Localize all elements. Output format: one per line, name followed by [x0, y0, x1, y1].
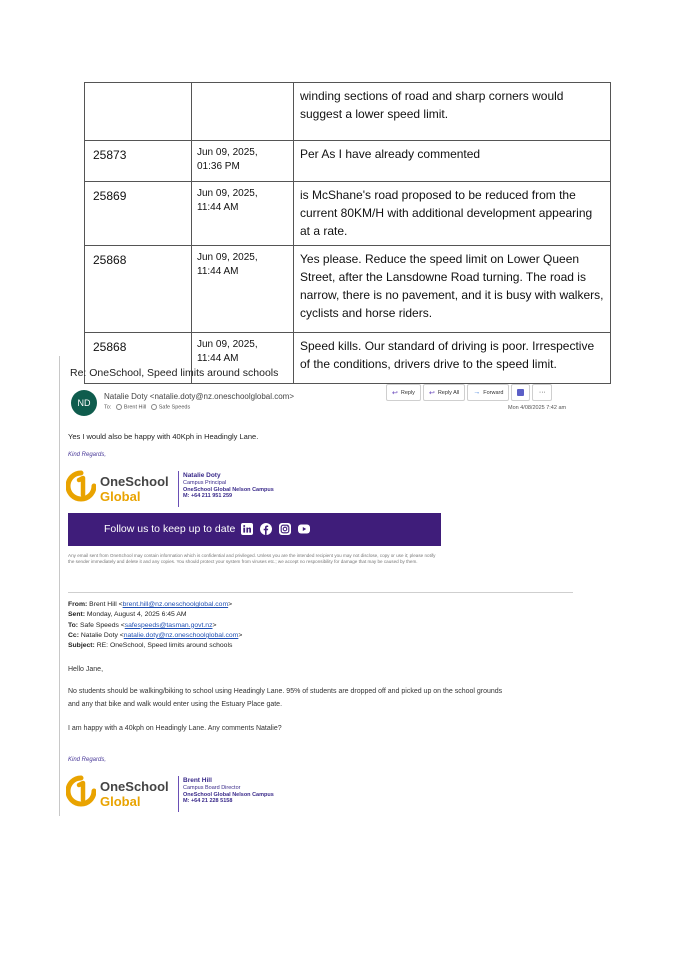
status-dot-icon: [151, 404, 157, 410]
comment-date: [192, 246, 294, 333]
comment-text: winding sections of road and sharp corners would suggest a lower speed limit.: [294, 83, 611, 141]
cc-label: Cc:: [68, 631, 79, 639]
signature-phone: M: +64 21 228 5158: [183, 798, 233, 805]
reply-label: Reply: [400, 389, 415, 396]
from-label: From:: [68, 601, 88, 608]
time-text: 11:44 AM: [197, 266, 239, 277]
comment-id: 25873: [85, 141, 192, 182]
divider: [59, 356, 60, 816]
reply-all-button[interactable]: [423, 384, 465, 401]
comment-id: 25869: [85, 182, 192, 246]
youtube-icon[interactable]: [298, 523, 310, 535]
signature-divider: [178, 471, 179, 507]
time-text: 11:44 AM: [197, 353, 239, 364]
table-row: [85, 182, 611, 246]
recipients: [104, 404, 190, 410]
email-actions: [386, 384, 552, 401]
oneschool-logo-icon: [66, 775, 96, 809]
signature-role: Campus Board Director: [183, 784, 241, 791]
body-line: No students should be walking/biking to school using Headingly Lane. 95% of students are dropped off and picked up on the school grounds: [68, 688, 503, 695]
banner-text: Follow us to keep up to date: [104, 523, 236, 535]
signature-campus: OneSchool Global Nelson Campus: [183, 486, 274, 493]
recipient-safe-speeds[interactable]: Safe Speeds: [158, 404, 191, 411]
time-text: 11:44 AM: [197, 202, 239, 213]
quoted-sent: [68, 610, 242, 620]
teams-icon: [517, 389, 524, 396]
avatar[interactable]: ND: [71, 390, 97, 416]
forward-button[interactable]: [467, 384, 509, 401]
status-dot-icon: [116, 404, 122, 410]
quoted-from: [68, 600, 242, 610]
logo-word-global: Global: [100, 794, 141, 809]
facebook-icon[interactable]: [260, 523, 272, 535]
oneschool-logo: [66, 470, 176, 506]
instagram-icon[interactable]: [279, 523, 291, 535]
body-line: and any that bike and walk would enter using the Estuary Place gate.: [68, 701, 283, 708]
signature-name: Brent Hill: [183, 777, 212, 784]
time-text: 01:36 PM: [197, 161, 240, 172]
date-text: Jun 09, 2025,: [197, 252, 258, 263]
subject-value: RE: OneSchool, Speed limits around schools: [96, 642, 233, 650]
reply-icon: ↩: [392, 389, 398, 397]
comment-date: [192, 182, 294, 246]
email-disclaimer: Any email sent from OneSchool may contain information which is confidential and privileged. Unless you are the intended recipient you may not disclose, copy or use it; please notify the sender immediately and delete it and any copies. You should protect your system from viruses etc.; we accept no responsibility for damage that may be caused by them.: [68, 553, 436, 565]
to-label: To:: [104, 404, 112, 411]
more-options-button[interactable]: ···: [532, 384, 552, 401]
comment-text: Yes please. Reduce the speed limit on Lower Queen Street, after the Lansdowne Road turning. The road is narrow, there is no pavement, and it is busy with walkers, cyclists and horse riders.: [294, 246, 611, 333]
comments-table: [84, 82, 611, 384]
cc-email-link[interactable]: natalie.doty@nz.oneschoolglobal.com: [123, 631, 239, 639]
date-text: Jun 09, 2025,: [197, 339, 258, 350]
reply-button[interactable]: [386, 384, 421, 401]
email-subject: Re: OneSchool, Speed limits around schools: [70, 367, 279, 379]
date-text: Jun 09, 2025,: [197, 188, 258, 199]
sender[interactable]: Natalie Doty <natalie.doty@nz.oneschoolglobal.com>: [104, 392, 295, 401]
forward-icon: →: [473, 389, 481, 396]
to-email-link[interactable]: safespeeds@tasman.govt.nz: [124, 621, 213, 629]
sent-label: Sent:: [68, 611, 85, 619]
quoted-subject: [68, 641, 242, 651]
body-line: I am happy with a 40kph on Headingly Lane. Any comments Natalie?: [68, 725, 282, 732]
greeting: Hello Jane,: [68, 666, 104, 673]
bracket: >: [238, 631, 243, 639]
sent-value: Monday, August 4, 2025 6:45 AM: [86, 611, 187, 619]
kind-regards: Kind Regards,: [68, 452, 107, 458]
linkedin-icon[interactable]: [241, 523, 253, 535]
quoted-to: [68, 621, 242, 631]
signature-role: Campus Principal: [183, 479, 227, 486]
reply-all-icon: ↩: [428, 389, 435, 397]
quoted-cc: [68, 631, 242, 641]
table-row: [85, 246, 611, 333]
forward-label: Forward: [483, 389, 504, 396]
bracket: >: [228, 601, 233, 608]
comment-date: [192, 83, 294, 141]
from-email-link[interactable]: brent.hill@nz.oneschoolglobal.com: [122, 601, 229, 608]
date-text: Jun 09, 2025,: [197, 147, 258, 158]
email-screenshot: [59, 356, 591, 816]
quote-divider: [68, 592, 573, 593]
reply-message: Yes I would also be happy with 40Kph in Headingly Lane.: [68, 432, 259, 441]
logo-word-oneschool: OneSchool: [100, 474, 169, 489]
comment-text: is McShane's road proposed to be reduced from the current 80KM/H with additional development appearing at a rate.: [294, 182, 611, 246]
cc-name: Natalie Doty <: [80, 631, 124, 639]
table-row: [85, 83, 611, 141]
subject-label: Subject:: [68, 642, 95, 650]
kind-regards: Kind Regards,: [68, 757, 107, 763]
reply-all-label: Reply All: [437, 389, 460, 396]
oneschool-logo-icon: [66, 470, 96, 504]
oneschool-logo: [66, 775, 176, 811]
to-label: To:: [68, 621, 79, 629]
comment-text: Per As I have already commented: [294, 141, 611, 182]
bracket: >: [212, 621, 217, 629]
signature-name: Natalie Doty: [183, 472, 221, 479]
logo-word-oneschool: OneSchool: [100, 779, 169, 794]
to-name: Safe Speeds <: [79, 621, 125, 629]
signature-brent: [183, 778, 274, 805]
social-banner: [68, 513, 441, 546]
comment-id: 25868: [85, 246, 192, 333]
comment-date: [192, 141, 294, 182]
from-name: Brent Hill <: [89, 601, 123, 608]
signature-campus: OneSchool Global Nelson Campus: [183, 791, 274, 798]
quoted-header: [68, 600, 242, 651]
signature-phone: M: +64 211 951 259: [183, 493, 233, 500]
comment-id: 25868: [85, 333, 192, 384]
recipient-brent[interactable]: Brent Hill: [123, 404, 147, 411]
comment-id: [85, 83, 192, 141]
table-row: [85, 141, 611, 182]
comment-text: Speed kills. Our standard of driving is poor. Irrespective of the conditions, drivers drive to the speed limit.: [294, 333, 611, 384]
teams-button[interactable]: [511, 384, 530, 401]
signature-divider: [178, 776, 179, 812]
email-date: Mon 4/08/2025 7:42 am: [508, 405, 567, 411]
logo-word-global: Global: [100, 489, 141, 504]
signature-natalie: [183, 473, 274, 500]
